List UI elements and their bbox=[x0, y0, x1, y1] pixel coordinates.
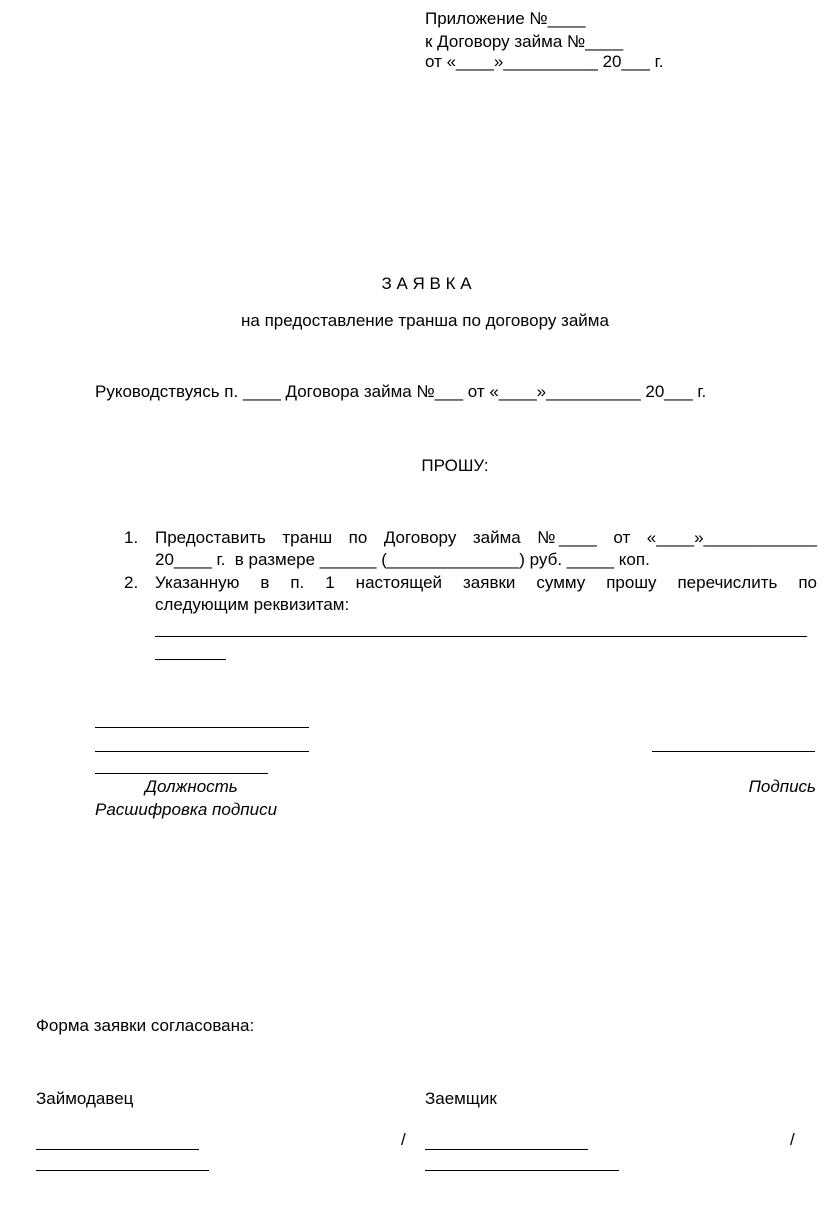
document-title: З А Я В К А bbox=[381, 274, 472, 293]
document-subtitle: на предоставление транша по договору займа bbox=[241, 311, 609, 330]
appendix-number: Приложение №____ bbox=[425, 9, 586, 28]
bank-details-blank-line[interactable] bbox=[155, 636, 807, 637]
lender-signature-line[interactable] bbox=[36, 1149, 199, 1150]
approval-label: Форма заявки согласована: bbox=[36, 1016, 255, 1035]
position-label: Должность bbox=[145, 777, 238, 796]
borrower-name-line[interactable] bbox=[425, 1170, 619, 1171]
contract-reference: к Договору займа №____ bbox=[425, 32, 624, 51]
preamble: Руководствуясь п. ____ Договора займа №___ от «____»__________ 20___ г. bbox=[95, 382, 707, 401]
item-text-line: 20____ г. в размере ______ (______________) руб. _____ коп. bbox=[155, 550, 650, 569]
borrower-signature-line[interactable] bbox=[425, 1149, 588, 1150]
lender-label: Займодавец bbox=[36, 1089, 134, 1108]
contract-date: от «____»__________ 20___ г. bbox=[425, 52, 664, 71]
item-text-line: Предоставить транш по Договору займа №____ от «____»____________ bbox=[155, 528, 817, 547]
item-number: 1. bbox=[124, 528, 139, 547]
position-blank-line[interactable] bbox=[95, 727, 309, 728]
request-heading: ПРОШУ: bbox=[421, 456, 489, 475]
signature-label: Подпись bbox=[748, 777, 816, 796]
lender-separator-slash: / bbox=[401, 1130, 406, 1149]
item-text-line: Указанную в п. 1 настоящей заявки сумму прошу перечислить по bbox=[155, 573, 817, 592]
signature-decoding-blank-line[interactable] bbox=[95, 773, 268, 774]
position-blank-line[interactable] bbox=[95, 751, 309, 752]
borrower-label: Заемщик bbox=[425, 1089, 497, 1108]
borrower-separator-slash: / bbox=[790, 1130, 795, 1149]
lender-name-line[interactable] bbox=[36, 1170, 209, 1171]
item-text-line: следующим реквизитам: bbox=[155, 595, 350, 614]
signature-decoding-label: Расшифровка подписи bbox=[95, 800, 278, 819]
bank-details-blank-line[interactable] bbox=[155, 659, 226, 660]
signature-blank-line[interactable] bbox=[652, 751, 815, 752]
item-number: 2. bbox=[124, 573, 139, 592]
